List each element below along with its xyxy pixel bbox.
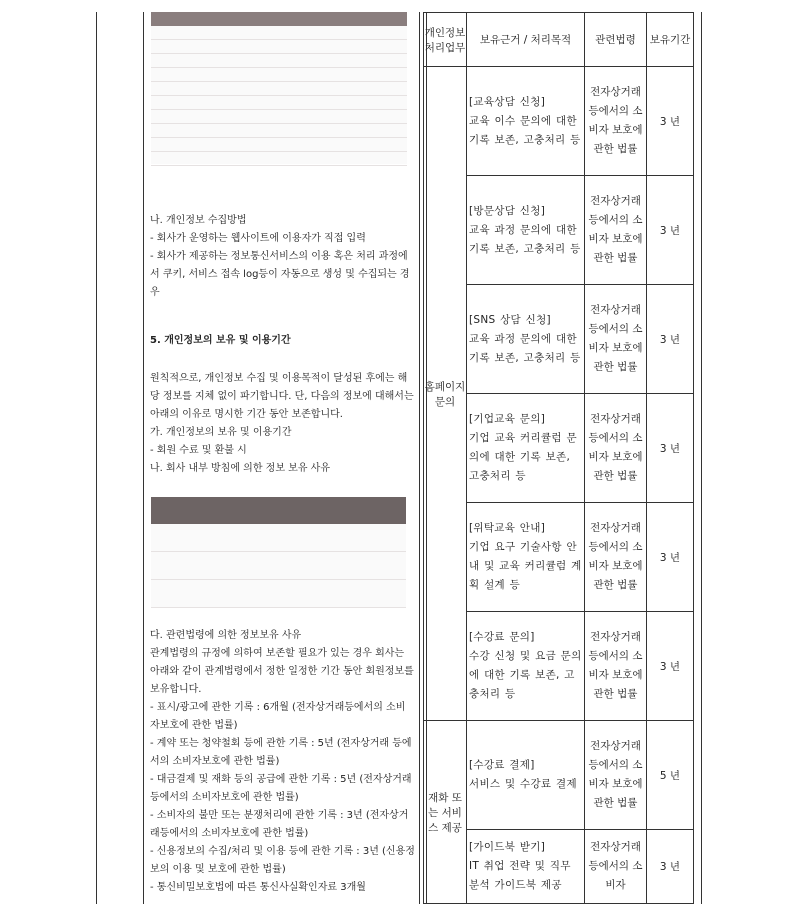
- retention-section: [150, 370, 415, 478]
- purpose-title: [수강료 문의]: [469, 631, 535, 643]
- law-cell: 전자상거래 등에서의 소비자 보호에 관한 법률: [585, 285, 647, 394]
- purpose-desc: 교육 이수 문의에 대한 기록 보존, 고충처리 등: [469, 114, 581, 146]
- purpose-cell: [467, 285, 585, 394]
- purpose-cell: [467, 612, 585, 721]
- purpose-title: [방문상담 신청]: [469, 204, 546, 217]
- period-cell: 5 년: [647, 721, 694, 830]
- embedded-table-image: [151, 12, 407, 164]
- law-cell: 전자상거래 등에서의 소비자 보호에 관한 법률: [585, 176, 647, 285]
- header-cell: 보유기간: [647, 13, 694, 67]
- law-retention-section: [150, 627, 415, 897]
- paragraph: - 회사가 운영하는 웹사이트에 이용자가 직접 입력: [150, 233, 366, 244]
- sub-title: 가. 개인정보의 보유 및 이용기간: [150, 427, 292, 438]
- purpose-title: [위탁교육 안내]: [469, 522, 546, 534]
- purpose-cell: [467, 721, 585, 830]
- category-cell: 재화 또는 서비스 제공: [424, 721, 467, 904]
- embedded-table-image: [151, 497, 406, 607]
- column-divider: [419, 12, 420, 904]
- period-cell: 3 년: [647, 285, 694, 394]
- collection-method-section: [150, 212, 415, 302]
- list-item: - 통신비밀보호법에 따른 통신사실확인자료 3개월: [150, 882, 366, 893]
- paragraph: 관계법령의 규정에 의하여 보존할 필요가 있는 경우 회사는 아래와 같이 관계법령에서 정한 일정한 기간 동안 회원정보를 보유합니다.: [150, 648, 414, 695]
- law-cell: 전자상거래 등에서의 소비자 보호에 관한 법률: [585, 394, 647, 503]
- law-cell: 전자상거래 등에서의 소비자 보호에 관한 법률: [585, 721, 647, 830]
- purpose-desc: 서비스 및 수강료 결제: [469, 778, 577, 790]
- header-cell: 개인정보 처리업무: [424, 13, 467, 67]
- purpose-desc: IT 취업 전략 및 직무 분석 가이드북 제공: [469, 860, 571, 891]
- list-item: - 신용정보의 수집/처리 및 이용 등에 관한 기록 : 3년 (신용정보의 이용 및 보호에 관한 법률): [150, 846, 415, 875]
- purpose-cell: [467, 503, 585, 612]
- period-cell: 3 년: [647, 394, 694, 503]
- category-cell: 홈페이지 문의: [424, 67, 467, 721]
- period-cell: 3 년: [647, 176, 694, 285]
- purpose-desc: 교육 과정 문의에 대한 기록 보존, 고충처리 등: [469, 332, 581, 364]
- purpose-title: [SNS 상담 신청]: [469, 313, 551, 326]
- law-cell: 전자상거래 등에서의 소비자 보호에 관한 법률: [585, 503, 647, 612]
- law-cell: 전자상거래 등에서의 소비자 보호에 관한 법률: [585, 612, 647, 721]
- law-cell: 전자상거래 등에서의 소비자: [585, 830, 647, 904]
- purpose-title: [교육상담 신청]: [469, 95, 546, 108]
- purpose-cell: [467, 67, 585, 176]
- purpose-title: [기업교육 문의]: [469, 413, 546, 425]
- purpose-title: [가이드북 받기]: [469, 841, 546, 853]
- purpose-desc: 기업 교육 커리큘럼 문의에 대한 기록 보존, 고충처리 등: [469, 432, 577, 482]
- period-cell: 3 년: [647, 503, 694, 612]
- period-cell: 3 년: [647, 830, 694, 904]
- section-heading: 5. 개인정보의 보유 및 이용기간: [150, 335, 291, 346]
- list-item: - 소비자의 불만 또는 분쟁처리에 관한 기록 : 3년 (전자상거래등에서의 소비자보호에 관한 법률): [150, 810, 409, 839]
- list-item: - 계약 또는 청약철회 등에 관한 기록 : 5년 (전자상거래 등에서의 소비자보호에 관한 법률): [150, 738, 412, 767]
- purpose-cell: [467, 176, 585, 285]
- retention-table: [423, 12, 694, 904]
- table-row: [424, 721, 694, 830]
- paragraph: 원칙적으로, 개인정보 수집 및 이용목적이 달성된 후에는 해당 정보를 지체 없이 파기합니다. 단, 다음의 정보에 대해서는 아래의 이유로 명시한 기간 동안 보존합니다.: [150, 373, 414, 420]
- sub-title: 나. 회사 내부 방침에 의한 정보 보유 사유: [150, 463, 330, 474]
- table-header-row: [424, 13, 694, 67]
- purpose-title: [수강료 결제]: [469, 759, 535, 771]
- list-item: - 회원 수료 및 환불 시: [150, 445, 247, 456]
- list-item: - 대금결제 및 재화 등의 공급에 관한 기록 : 5년 (전자상거래등에서의 소비자보호에 관한 법률): [150, 774, 412, 803]
- paragraph: - 회사가 제공하는 정보통신서비스의 이용 혹은 처리 과정에서 쿠키, 서비스 접속 log등이 자동으로 생성 및 수집되는 경우: [150, 251, 410, 298]
- purpose-cell: [467, 830, 585, 904]
- period-cell: 3 년: [647, 67, 694, 176]
- section-title: 나. 개인정보 수집방법: [150, 215, 247, 226]
- table-row: [424, 67, 694, 176]
- header-cell: 관련법령: [585, 13, 647, 67]
- column-divider: [143, 12, 144, 904]
- purpose-desc: 교육 과정 문의에 대한 기록 보존, 고충처리 등: [469, 223, 581, 255]
- law-cell: 전자상거래 등에서의 소비자 보호에 관한 법률: [585, 67, 647, 176]
- purpose-desc: 수강 신청 및 요금 문의에 대한 기록 보존, 고충처리 등: [469, 650, 582, 700]
- period-cell: 3 년: [647, 612, 694, 721]
- sub-title: 다. 관련법령에 의한 정보보유 사유: [150, 630, 302, 641]
- list-item: - 표시/광고에 관한 기록 : 6개월 (전자상거래등에서의 소비자보호에 관한 법률): [150, 702, 406, 731]
- purpose-desc: 기업 요구 기술사항 안내 및 교육 커리큘럼 계획 설계 등: [469, 541, 582, 591]
- purpose-cell: [467, 394, 585, 503]
- header-cell: 보유근거 / 처리목적: [467, 13, 585, 67]
